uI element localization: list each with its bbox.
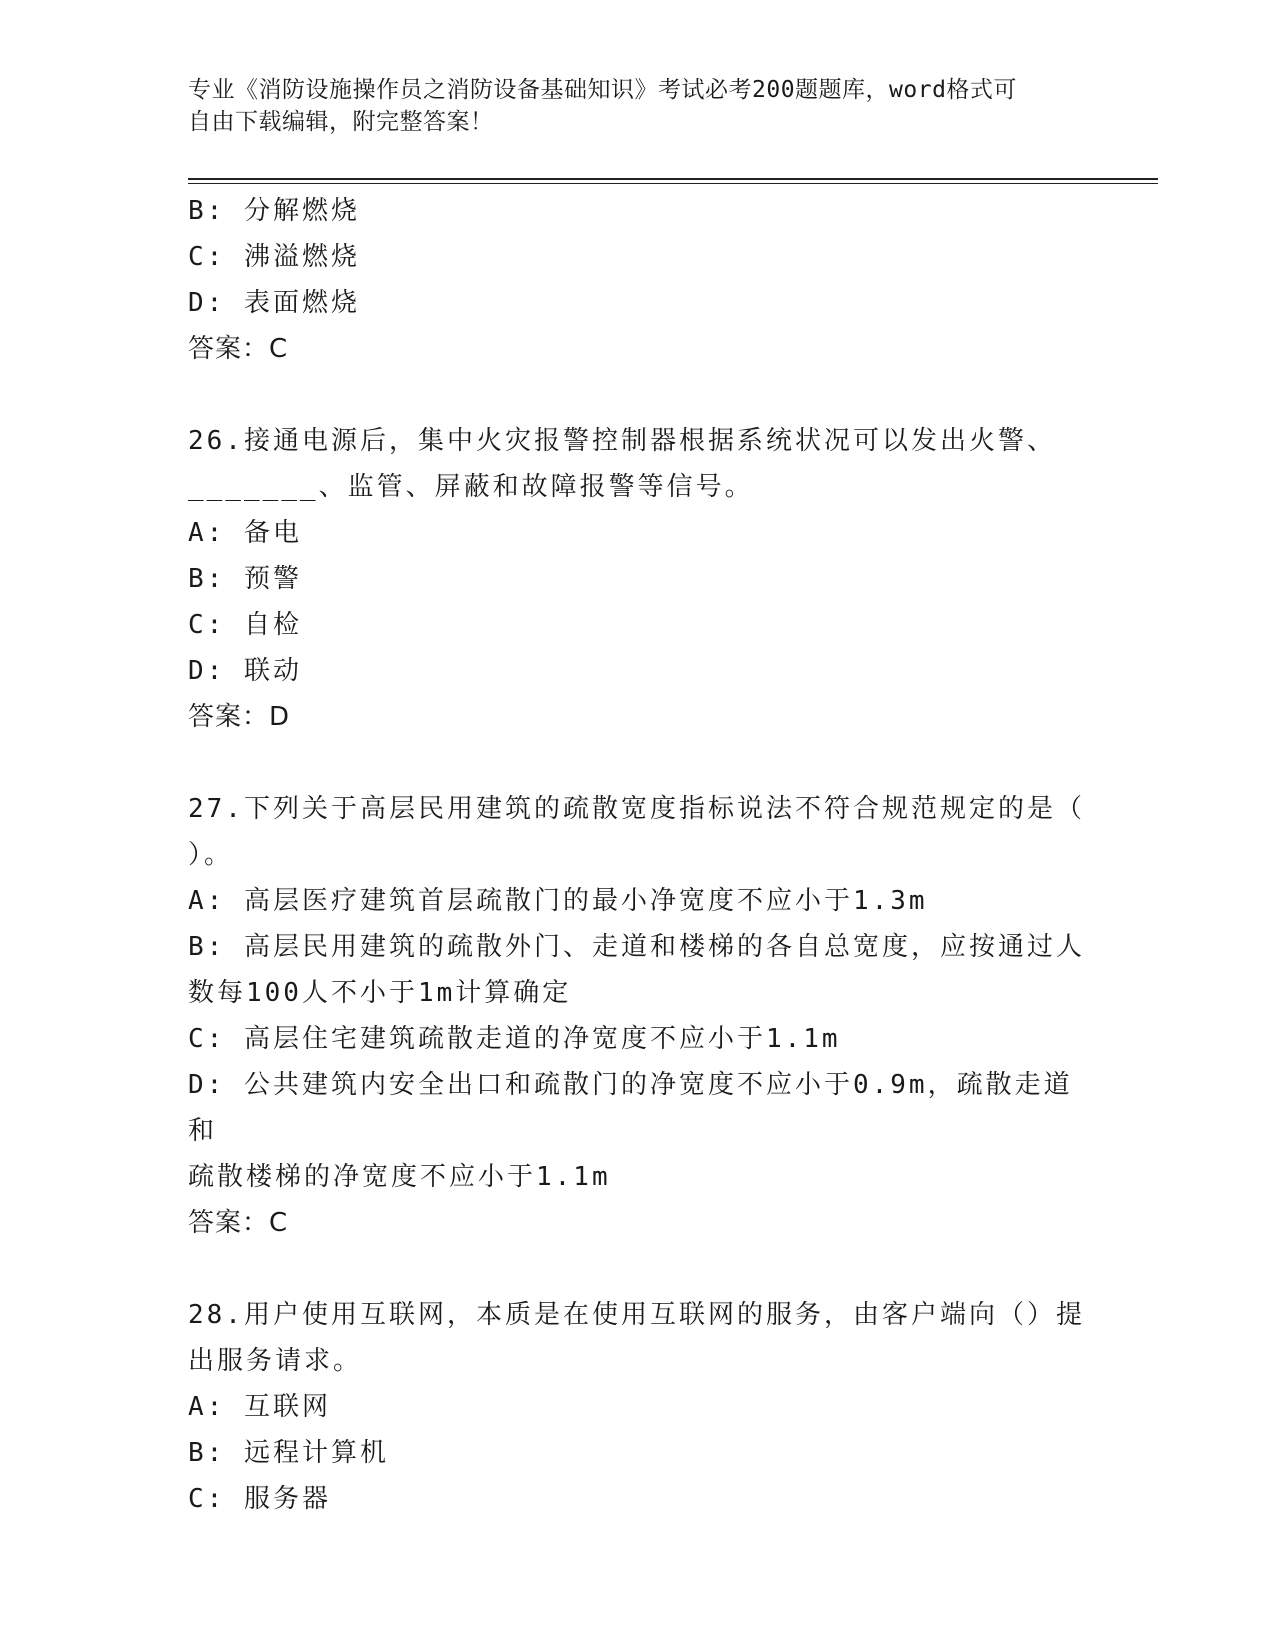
question-block-26 xyxy=(188,418,1088,740)
option-line: A: 备电 xyxy=(188,518,302,548)
option-line: D: 联动 xyxy=(188,656,302,686)
spacer xyxy=(188,740,1088,786)
header-line-2: 自由下载编辑，附完整答案！ xyxy=(188,109,494,135)
option-line: A: 互联网 xyxy=(188,1392,331,1422)
question-stem: ）。 xyxy=(188,840,234,870)
option-line: A: 高层医疗建筑首层疏散门的最小净宽度不应小于1.3m xyxy=(188,886,928,916)
option-line: C: 沸溢燃烧 xyxy=(188,242,360,272)
document-header xyxy=(188,74,1068,138)
option-line: 疏散楼梯的净宽度不应小于1.1m xyxy=(188,1162,611,1192)
header-divider-thick xyxy=(188,178,1158,180)
option-line: B: 分解燃烧 xyxy=(188,196,360,226)
question-block-27 xyxy=(188,786,1088,1246)
question-stem: 26.接通电源后，集中火灾报警控制器根据系统状况可以发出火警、 xyxy=(188,426,1056,456)
option-line: B: 高层民用建筑的疏散外门、走道和楼梯的各自总宽度，应按通过人 xyxy=(188,932,1085,962)
question-stem: 出服务请求。 xyxy=(188,1346,363,1376)
option-line: C: 自检 xyxy=(188,610,302,640)
question-block-25 xyxy=(188,188,1088,372)
option-line: C: 高层住宅建筑疏散走道的净宽度不应小于1.1m xyxy=(188,1024,841,1054)
question-list xyxy=(188,188,1088,1522)
answer-line: 答案：D xyxy=(188,702,291,732)
header-divider-thin xyxy=(188,183,1158,184)
spacer xyxy=(188,372,1088,418)
spacer xyxy=(188,1246,1088,1292)
option-line: D: 表面燃烧 xyxy=(188,288,360,318)
answer-line: 答案：C xyxy=(188,334,289,364)
option-line: 数每100人不小于1m计算确定 xyxy=(188,978,572,1008)
question-block-28 xyxy=(188,1292,1088,1522)
answer-line: 答案：C xyxy=(188,1208,289,1238)
header-line-1: 专业《消防设施操作员之消防设备基础知识》考试必考200题题库，word格式可 xyxy=(188,77,1017,103)
option-line: B: 预警 xyxy=(188,564,302,594)
option-line: B: 远程计算机 xyxy=(188,1438,389,1468)
option-line: C: 服务器 xyxy=(188,1484,331,1514)
question-stem: 27.下列关于高层民用建筑的疏散宽度指标说法不符合规范规定的是（ xyxy=(188,794,1085,824)
question-stem: 28.用户使用互联网，本质是在使用互联网的服务，由客户端向（）提 xyxy=(188,1300,1085,1330)
option-line: D: 公共建筑内安全出口和疏散门的净宽度不应小于0.9m，疏散走道和 xyxy=(188,1070,1073,1146)
question-stem: _______、监管、屏蔽和故障报警等信号。 xyxy=(188,472,754,502)
